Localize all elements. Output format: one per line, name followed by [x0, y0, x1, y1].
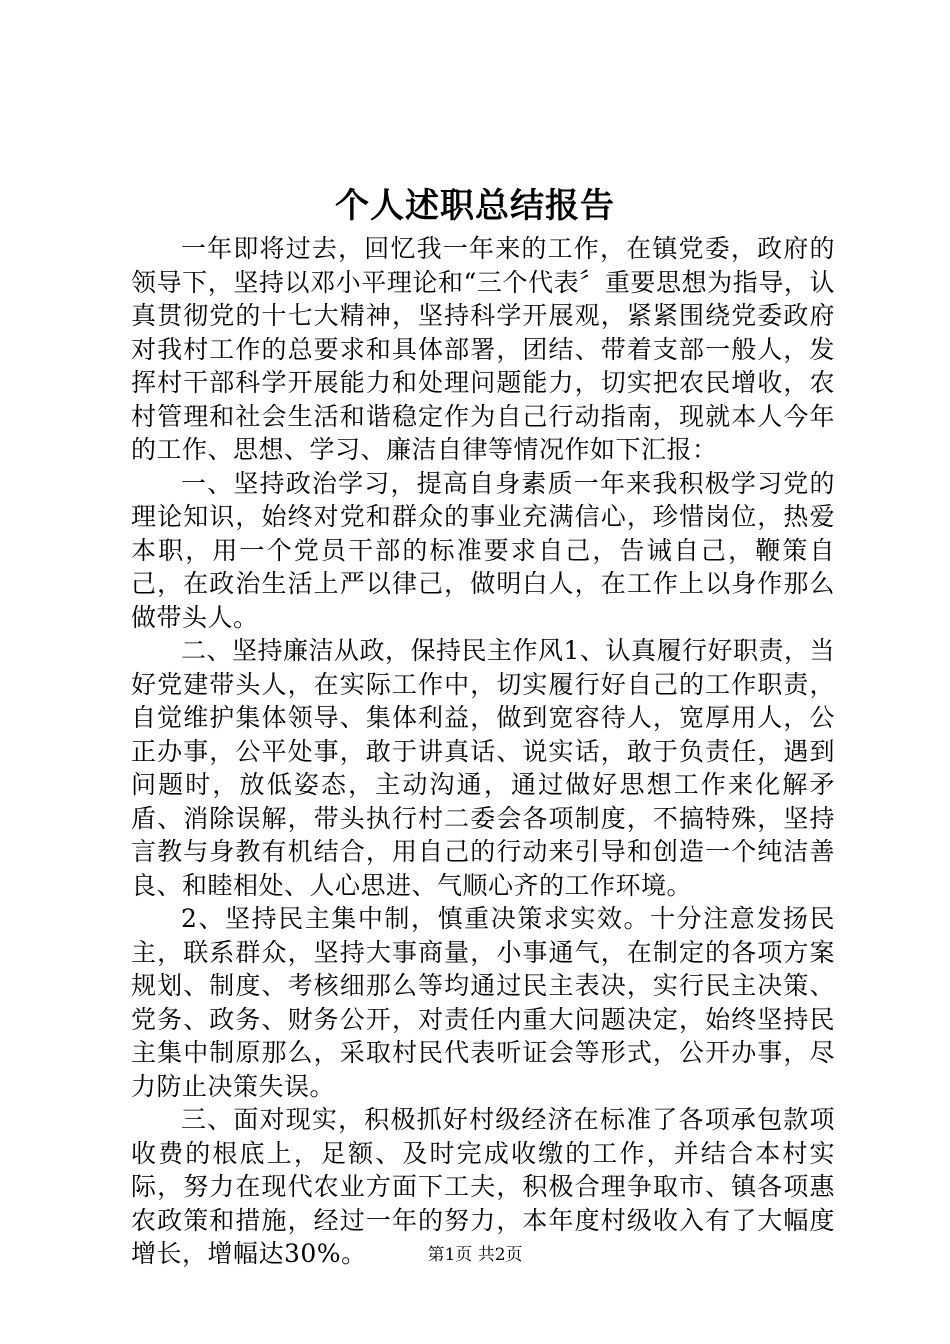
intro-paragraph: 一年即将过去，回忆我一年来的工作，在镇党委，政府的领导下，坚持以邓小平理论和“三个代表〞重要思想为指导，认真贯彻党的十七大精神，坚持科学开展观，紧紧围绕党委政府对我村工作的总要求和具体部署，团结、带着支部一般人，发挥村干部科学开展能力和处理问题能力，切实把农民增收，农村管理和社会生活和谐稳定作为自己行动指南，现就本人今年的工作、思想、学习、廉洁自律等情况作如下汇报：	[131, 234, 835, 464]
section-three-paragraph: 三、面对现实，积极抓好村级经济在标准了各项承包款项收费的根底上，足额、及时完成收缴的工作，并结合本村实际，努力在现代农业方面下工夫，积极合理争取市、镇各项惠农政策和措施，经过一年的努力，本年度村级收入有了大幅度增长，增幅达30%。	[131, 1105, 835, 1268]
section-two-item-two-paragraph: 2、坚持民主集中制，慎重决策求实效。十分注意发扬民主，联系群众，坚持大事商量，小事通气，在制定的各项方案规划、制度、考核细那么等均通过民主表决，实行民主决策、党务、政务、财务公开，对责任内重大问题决定，始终坚持民主集中制原那么，采取村民代表听证会等形式，公开办事，尽力防止决策失误。	[131, 904, 835, 1101]
document-title: 个人述职总结报告	[335, 186, 615, 226]
page-footer: 第1页 共2页	[427, 1245, 523, 1265]
section-two-paragraph: 二、坚持廉洁从政，保持民主作风1、认真履行好职责，当好党建带头人，在实际工作中，切实履行好自己的工作职责，自觉维护集体领导、集体利益，做到宽容待人，宽厚用人，公正办事，公平处事，敢于讲真话、说实话，敢于负责任，遇到问题时，放低姿态，主动沟通，通过做好思想工作来化解矛盾、消除误解，带头执行村二委会各项制度，不搞特殊，坚持言教与身教有机结合，用自己的行动来引导和创造一个纯洁善良、和睦相处、人心思进、气顺心齐的工作环境。	[131, 636, 835, 900]
document-body	[131, 232, 835, 1271]
section-one-paragraph: 一、坚持政治学习，提高自身素质一年来我积极学习党的理论知识，始终对党和群众的事业充满信心，珍惜岗位，热爱本职，用一个党员干部的标准要求自己，告诫自己，鞭策自己，在政治生活上严以律己，做明白人，在工作上以身作那么做带头人。	[131, 468, 835, 632]
